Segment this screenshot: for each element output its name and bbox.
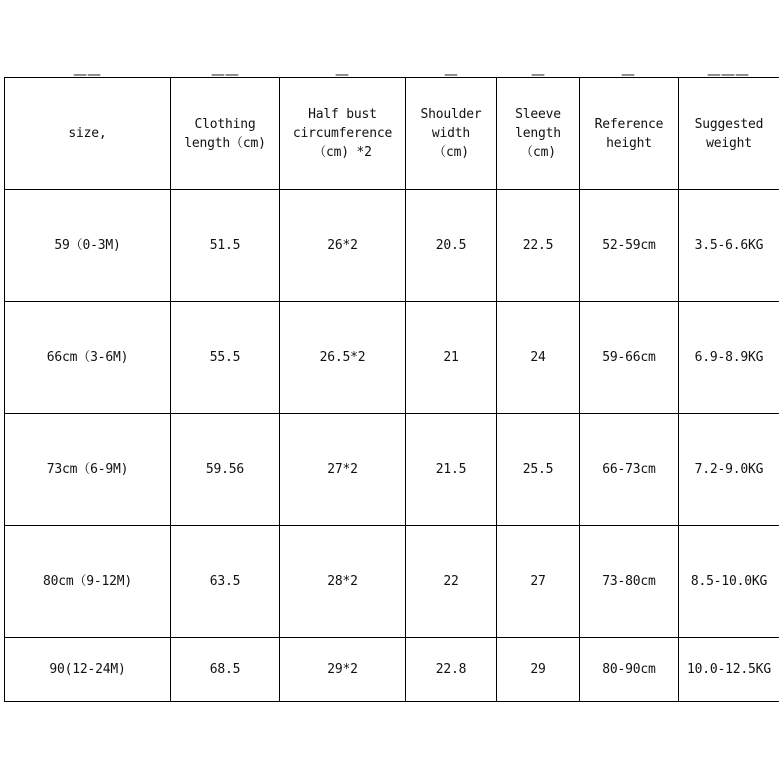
cell-suggested-weight: 6.9-8.9KG [679,302,779,414]
table-row [5,526,779,638]
cell-half-bust: 28*2 [280,526,406,638]
clipped-glyphs: ——— [707,67,749,77]
cell-suggested-weight: 3.5-6.6KG [679,190,779,302]
clipped-glyphs: —— [73,67,101,77]
cell-size: 59（0-3M) [5,190,171,302]
cell-reference-height: 80-90cm [580,638,679,702]
cell-sleeve-length: 27 [497,526,580,638]
cell-clothing-length: 63.5 [171,526,280,638]
cell-reference-height: 52-59cm [580,190,679,302]
cell-sleeve-length: 25.5 [497,414,580,526]
cell-reference-height: 73-80cm [580,526,679,638]
table-row [5,638,779,702]
header-reference-height: Reference height [580,78,679,190]
cell-clothing-length: 55.5 [171,302,280,414]
header-shoulder-width: Shoulder width（cm) [406,78,497,190]
cell-shoulder-width: 21 [406,302,497,414]
cell-clothing-length: 68.5 [171,638,280,702]
table-header-row [5,78,779,190]
cell-half-bust: 27*2 [280,414,406,526]
cell-shoulder-width: 22.8 [406,638,497,702]
cell-half-bust: 26*2 [280,190,406,302]
cell-suggested-weight: 8.5-10.0KG [679,526,779,638]
clipped-glyphs: — [621,67,635,77]
clipped-glyphs: — [335,67,349,77]
cell-sleeve-length: 24 [497,302,580,414]
header-sleeve-length: Sleeve length（cm) [497,78,580,190]
cell-size: 90(12-24M) [5,638,171,702]
header-size: size, [5,78,171,190]
table-row [5,302,779,414]
header-half-bust: Half bust circumference（cm) *2 [280,78,406,190]
header-clothing-length: Clothing length（cm) [171,78,280,190]
table-row [5,414,779,526]
cell-shoulder-width: 22 [406,526,497,638]
cell-sleeve-length: 29 [497,638,580,702]
clipped-glyphs: — [531,67,545,77]
cell-size: 80cm（9-12M) [5,526,171,638]
cell-reference-height: 59-66cm [580,302,679,414]
clipped-glyphs: —— [211,67,239,77]
table-row [5,190,779,302]
header-suggested-weight: Suggested weight [679,78,779,190]
cell-half-bust: 29*2 [280,638,406,702]
cell-clothing-length: 59.56 [171,414,280,526]
clipped-glyphs: — [444,67,458,77]
cell-shoulder-width: 20.5 [406,190,497,302]
cell-suggested-weight: 7.2-9.0KG [679,414,779,526]
cell-shoulder-width: 21.5 [406,414,497,526]
size-chart-table [4,77,779,702]
cell-suggested-weight: 10.0-12.5KG [679,638,779,702]
cell-size: 73cm（6-9M) [5,414,171,526]
cell-size: 66cm（3-6M) [5,302,171,414]
cell-reference-height: 66-73cm [580,414,679,526]
clipped-header-row [0,60,779,77]
cell-sleeve-length: 22.5 [497,190,580,302]
cell-clothing-length: 51.5 [171,190,280,302]
cell-half-bust: 26.5*2 [280,302,406,414]
